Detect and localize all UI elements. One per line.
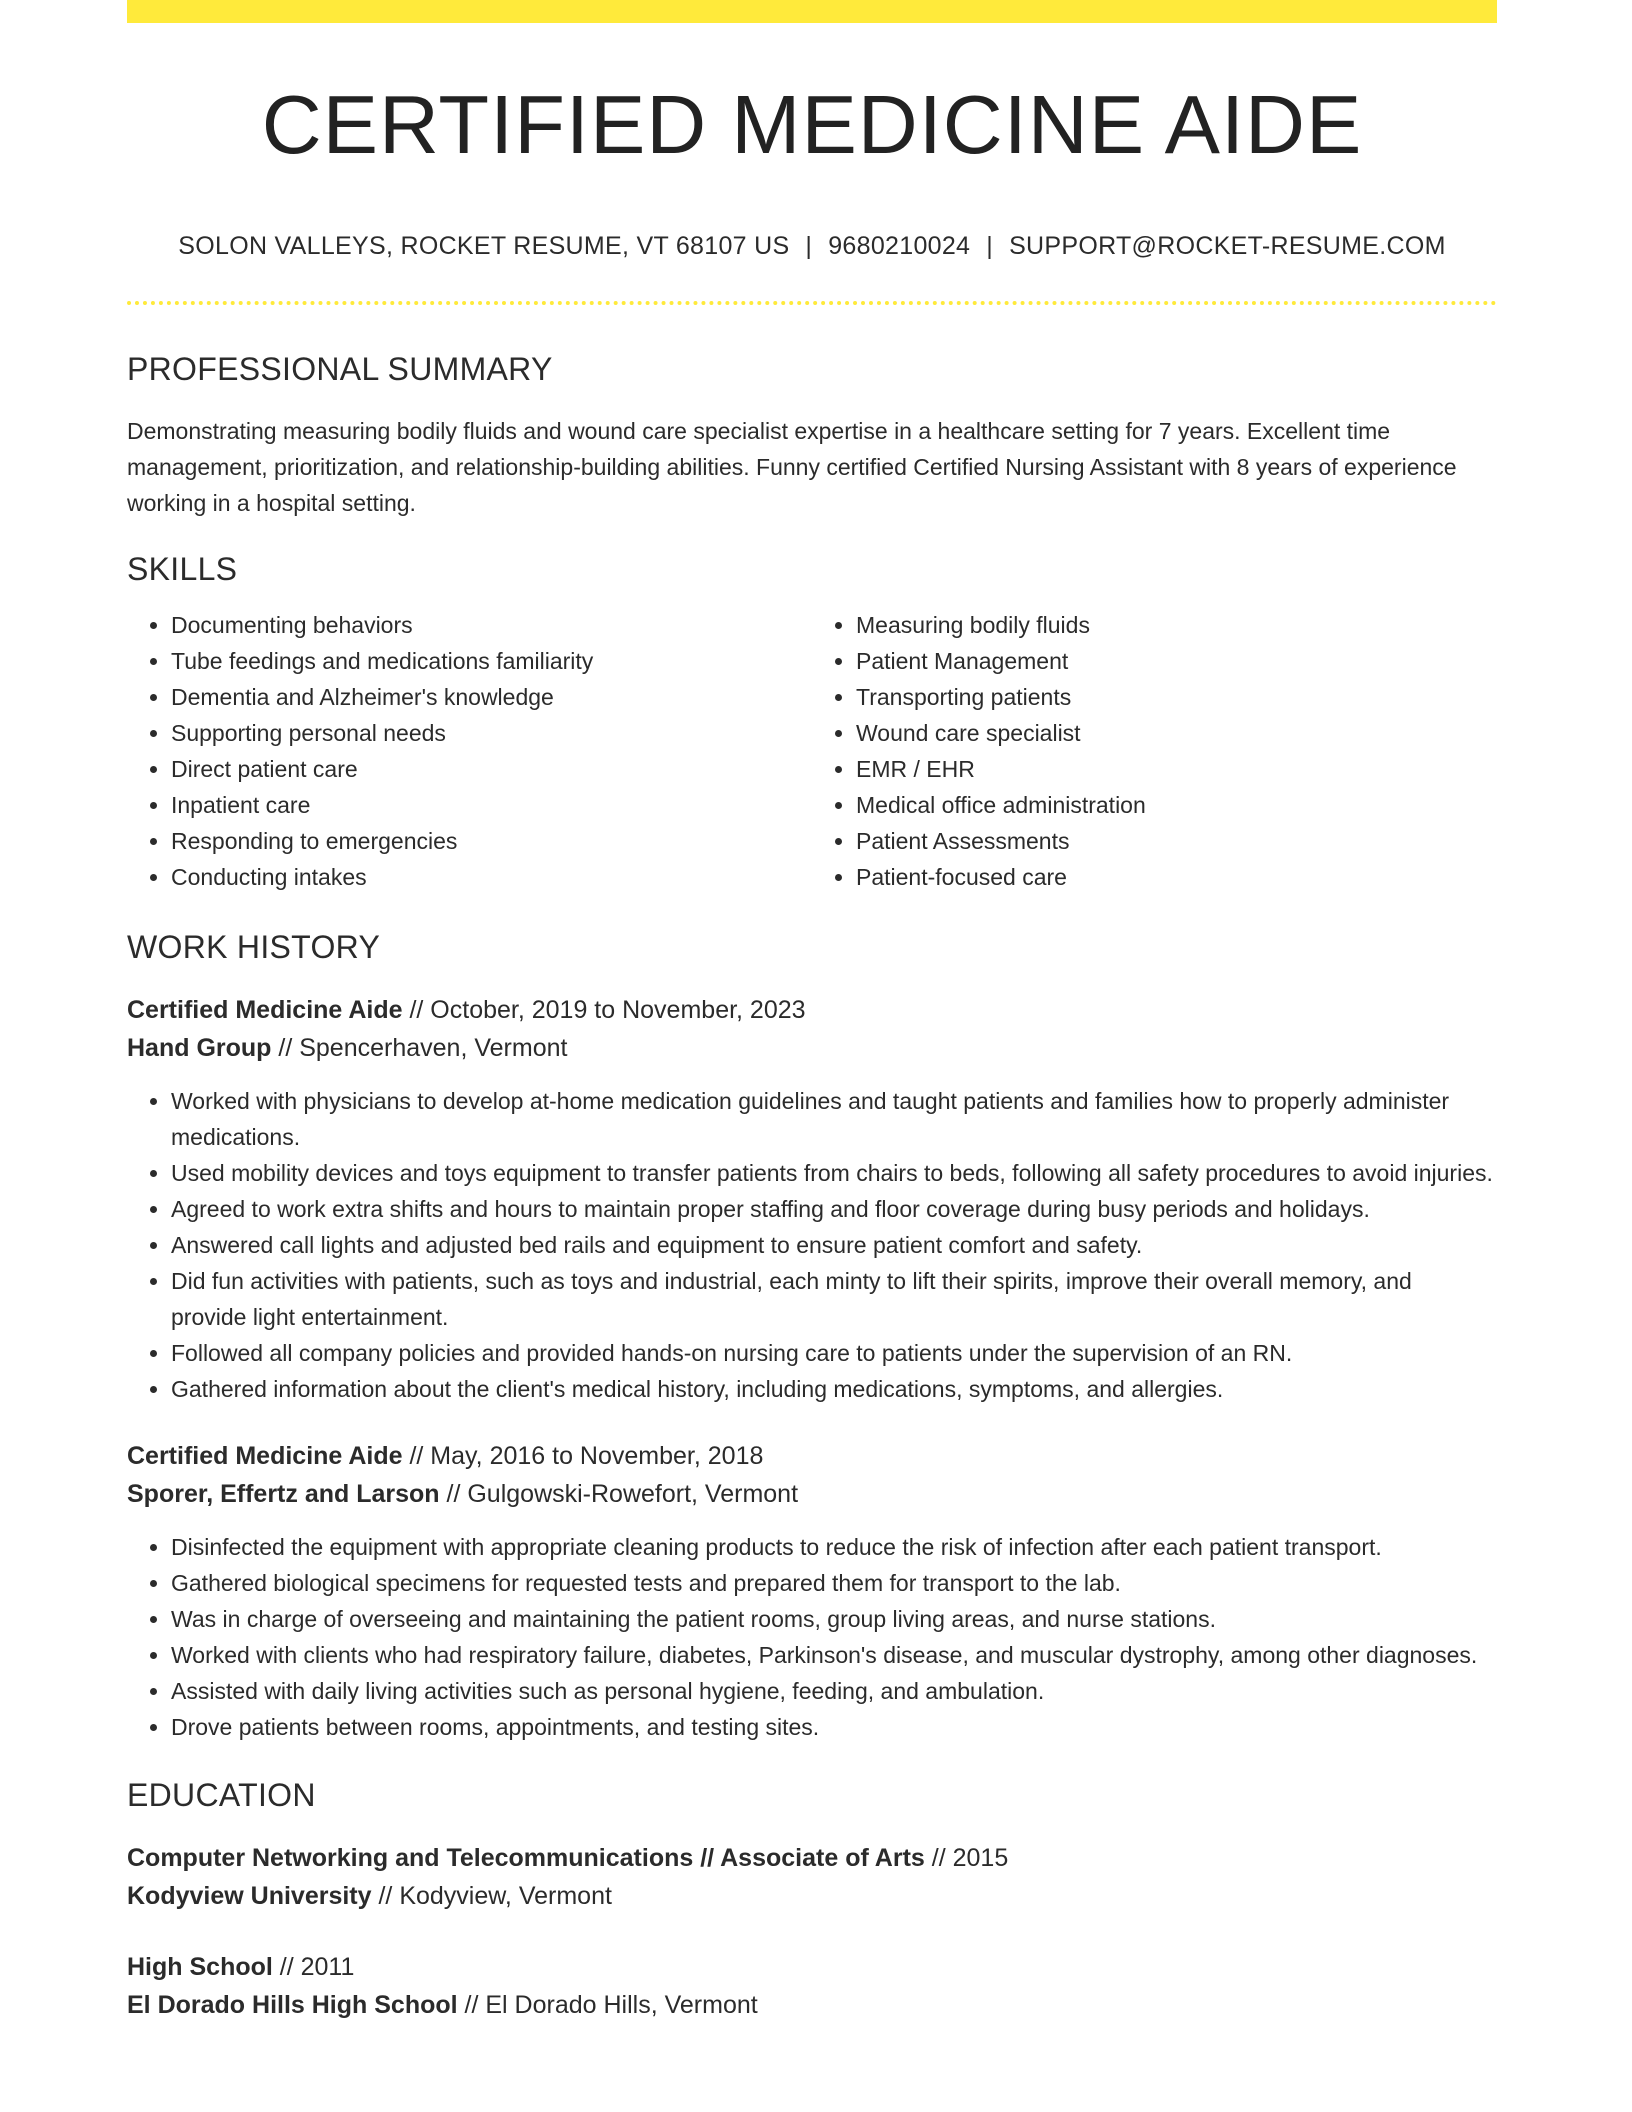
accent-top-bar [127,0,1497,23]
education-year: // 2015 [931,1844,1009,1872]
job-company: Sporer, Effertz and Larson [127,1480,440,1508]
summary-heading: PROFESSIONAL SUMMARY [127,351,553,387]
education-school: Kodyview University [127,1882,372,1910]
skills-list [127,607,1497,895]
education-location: // El Dorado Hills, Vermont [464,1991,758,2019]
job-bullet: • Did fun activities with patients, such as toys and industrial, each minty to lift their spirits, improve their overall memory, and provide light entertainment. [171,1263,1497,1335]
job-bullet: • Was in charge of overseeing and maintaining the patient rooms, group living areas, and nurse stations. [171,1601,1497,1637]
contact-email: SUPPORT@ROCKET-RESUME.COM [1009,232,1446,260]
job-company-line [127,1475,1497,1513]
job-bullet: • Drove patients between rooms, appointments, and testing sites. [171,1709,1497,1745]
skill-item: • EMR / EHR [856,751,1497,787]
education-entry [127,1839,1497,1915]
skill-item: • Patient-focused care [856,859,1497,895]
education-degree-line [127,1948,1497,1986]
skill-item: • Dementia and Alzheimer's knowledge [171,679,812,715]
contact-separator: | [805,232,813,260]
skill-item: • Patient Assessments [856,823,1497,859]
job-bullet: • Worked with physicians to develop at-home medication guidelines and taught patients and families how to properly administer medications. [171,1083,1497,1155]
skill-item: • Direct patient care [171,751,812,787]
job-bullet: • Disinfected the equipment with appropriate cleaning products to reduce the risk of infection after each patient transport. [171,1529,1497,1565]
job-title-line [127,991,1497,1029]
contact-line [127,232,1497,261]
skill-item: • Measuring bodily fluids [856,607,1497,643]
skills-heading: SKILLS [127,551,238,587]
education-school-line [127,1877,1497,1915]
skill-item: • Transporting patients [856,679,1497,715]
contact-separator: | [986,232,994,260]
skill-item: • Inpatient care [171,787,812,823]
education-location: // Kodyview, Vermont [378,1882,612,1910]
skill-item: • Tube feedings and medications familiarity [171,643,812,679]
contact-phone: 9680210024 [828,232,971,260]
job-entry [127,1437,1497,1745]
job-title-line [127,1437,1497,1475]
job-bullet: • Agreed to work extra shifts and hours to maintain proper staffing and floor coverage during busy periods and holidays. [171,1191,1497,1227]
education-degree-line [127,1839,1497,1877]
resume-name: CERTIFIED MEDICINE AIDE [261,78,1363,171]
education-entry [127,1948,1497,2024]
job-entry [127,991,1497,1407]
job-dates: // October, 2019 to November, 2023 [409,996,806,1024]
education-heading: EDUCATION [127,1777,316,1813]
skill-item: • Supporting personal needs [171,715,812,751]
job-location: // Gulgowski-Rowefort, Vermont [446,1480,799,1508]
education-school: El Dorado Hills High School [127,1991,458,2019]
job-bullets [127,1083,1497,1407]
job-role: Certified Medicine Aide [127,1442,403,1470]
summary-text: Demonstrating measuring bodily fluids and wound care specialist expertise in a healthcare setting for 7 years. Excellent time management, prioritization, and relationship-building abilities. Funny certified Certified Nursing Assistant with 8 years of experience working in a hospital setting. [127,418,1457,516]
resume-page [127,0,1497,2024]
contact-address: SOLON VALLEYS, ROCKET RESUME, VT 68107 US [178,232,790,260]
job-bullet: • Answered call lights and adjusted bed rails and equipment to ensure patient comfort and safety. [171,1227,1497,1263]
education-year: // 2011 [279,1953,355,1981]
job-dates: // May, 2016 to November, 2018 [409,1442,764,1470]
education-school-line [127,1986,1497,2024]
job-bullet: • Worked with clients who had respiratory failure, diabetes, Parkinson's disease, and muscular dystrophy, among other diagnoses. [171,1637,1497,1673]
job-bullet: • Gathered information about the client's medical history, including medications, symptoms, and allergies. [171,1371,1497,1407]
job-location: // Spencerhaven, Vermont [278,1034,568,1062]
job-bullets [127,1529,1497,1745]
dotted-divider [127,301,1497,305]
job-role: Certified Medicine Aide [127,996,403,1024]
skills-column-right [812,607,1497,895]
skill-item: • Wound care specialist [856,715,1497,751]
work-history-heading: WORK HISTORY [127,929,381,965]
skill-item: • Documenting behaviors [171,607,812,643]
skill-item: • Medical office administration [856,787,1497,823]
skills-column-left [127,607,812,895]
job-bullet: • Assisted with daily living activities such as personal hygiene, feeding, and ambulation. [171,1673,1497,1709]
skill-item: • Patient Management [856,643,1497,679]
job-company-line [127,1029,1497,1067]
job-bullet: • Followed all company policies and provided hands-on nursing care to patients under the supervision of an RN. [171,1335,1497,1371]
education-degree: Computer Networking and Telecommunications // Associate of Arts [127,1844,925,1872]
skill-item: • Conducting intakes [171,859,812,895]
job-company: Hand Group [127,1034,272,1062]
job-bullet: • Gathered biological specimens for requested tests and prepared them for transport to the lab. [171,1565,1497,1601]
skill-item: • Responding to emergencies [171,823,812,859]
job-bullet: • Used mobility devices and toys equipment to transfer patients from chairs to beds, following all safety procedures to avoid injuries. [171,1155,1497,1191]
education-degree: High School [127,1953,273,1981]
